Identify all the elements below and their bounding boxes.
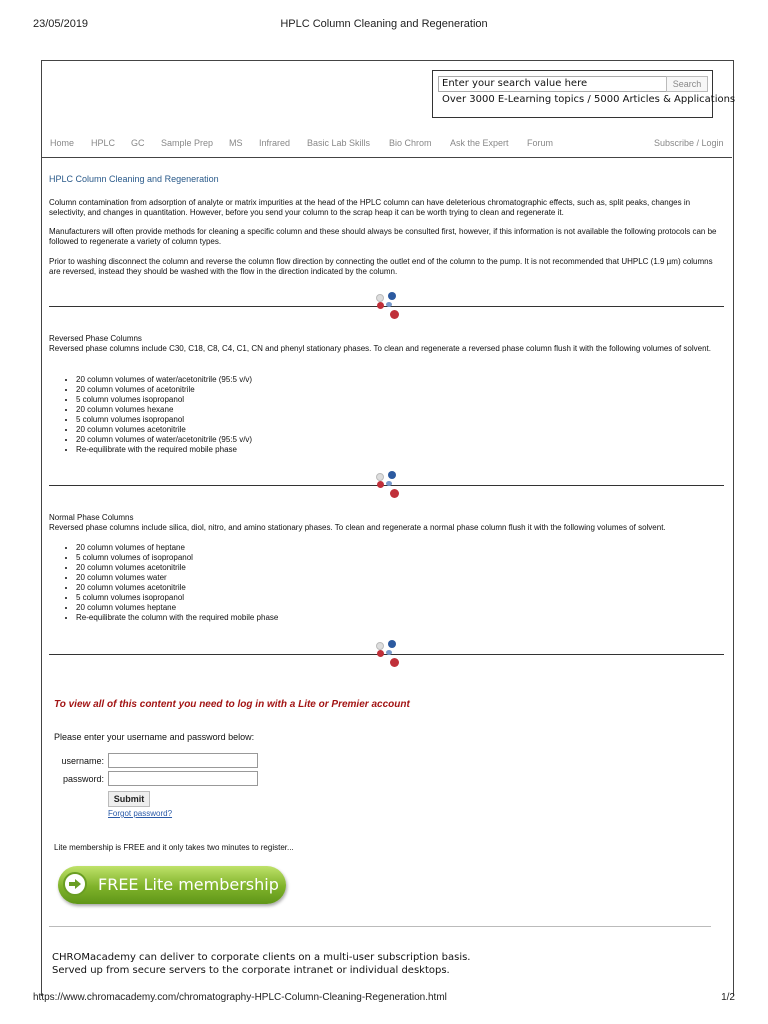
footer-divider — [49, 926, 711, 927]
list-item: • 20 column volumes hexane — [76, 405, 252, 415]
forgot-password-link[interactable]: Forgot password? — [108, 809, 173, 818]
nav-item-ms[interactable]: MS — [229, 138, 243, 148]
list-item: • 5 column volumes isopropanol — [76, 415, 252, 425]
nav-item-infrared[interactable]: Infrared — [259, 138, 291, 148]
username-field[interactable] — [108, 753, 258, 768]
list-item: • 20 column volumes acetonitrile — [76, 425, 252, 435]
molecule-icon — [374, 640, 400, 668]
list-item: • 20 column volumes acetonitrile — [76, 583, 278, 593]
normal-phase-steps — [62, 543, 278, 623]
list-item: • 20 column volumes water — [76, 573, 278, 583]
login-required-message: To view all of this content you need to log in with a Lite or Premier account — [54, 699, 410, 710]
nav-item-forum[interactable]: Forum — [527, 138, 554, 148]
nav-item-ask-the-expert[interactable]: Ask the Expert — [450, 138, 509, 148]
login-instruction: Please enter your username and password below: — [54, 732, 255, 742]
list-item: • 20 column volumes of acetonitrile — [76, 385, 252, 395]
normal-phase-title: Normal Phase Columns — [49, 513, 134, 522]
subscribe-login-link[interactable]: Subscribe / Login — [654, 138, 724, 148]
list-item: • 5 column volumes isopropanol — [76, 593, 278, 603]
intro-paragraph-2: Manufacturers will often provide methods for cleaning a specific column and these should always be consulted first, however, if this information is not available the following protocols can be followed to regenerate a variety of column types. — [49, 227, 717, 246]
free-lite-membership-label: FREE Lite membership — [98, 875, 279, 894]
list-item: • Re-equilibrate the column with the required mobile phase — [76, 613, 278, 623]
print-url: https://www.chromacademy.com/chromatography-HPLC-Column-Cleaning-Regeneration.html — [33, 992, 447, 1003]
list-item: • 20 column volumes of water/acetonitrile (95:5 v/v) — [76, 435, 252, 445]
submit-button[interactable]: Submit — [108, 791, 150, 807]
search-button[interactable]: Search — [666, 76, 708, 92]
list-item: • 20 column volumes acetonitrile — [76, 563, 278, 573]
molecule-icon — [374, 471, 400, 499]
list-item: • Re-equilibrate with the required mobile phase — [76, 445, 252, 455]
search-tagline: Over 3000 E-Learning topics / 5000 Articles & Applications — [442, 94, 736, 105]
page-title: HPLC Column Cleaning and Regeneration — [49, 174, 219, 184]
nav-item-hplc[interactable]: HPLC — [91, 138, 116, 148]
reversed-phase-steps — [62, 375, 252, 455]
print-page-number: 1/2 — [721, 992, 735, 1003]
nav-item-bio-chrom[interactable]: Bio Chrom — [389, 138, 432, 148]
list-item: • 20 column volumes of water/acetonitrile (95:5 v/v) — [76, 375, 252, 385]
nav-divider — [42, 157, 732, 158]
list-item: • 5 column volumes of isopropanol — [76, 553, 278, 563]
username-label: username: — [61, 756, 104, 766]
nav-item-home[interactable]: Home — [50, 138, 75, 148]
password-field[interactable] — [108, 771, 258, 786]
password-label: password: — [62, 774, 104, 784]
nav-item-gc[interactable]: GC — [131, 138, 145, 148]
free-lite-membership-button[interactable] — [58, 866, 286, 904]
list-item: • 20 column volumes heptane — [76, 603, 278, 613]
print-date: 23/05/2019 — [33, 18, 89, 30]
corporate-text-line-1: CHROMacademy can deliver to corporate clients on a multi-user subscription basis. — [52, 952, 471, 963]
lite-membership-text: Lite membership is FREE and it only takes two minutes to register... — [54, 843, 294, 852]
arrow-right-icon — [63, 872, 87, 896]
intro-paragraph-1: Column contamination from adsorption of analyte or matrix impurities at the head of the HPLC column can have deleterious chromatographic effects, such as, split peaks, changes in selectivity, and changes in quantitation. However, before you send your column to the scrap heap it can be worth trying to clean and regenerate it. — [49, 198, 691, 217]
list-item: • 20 column volumes of heptane — [76, 543, 278, 553]
corporate-text-line-2: Served up from secure servers to the corporate intranet or individual desktops. — [52, 965, 450, 976]
reversed-phase-intro: Reversed phase columns include C30, C18, C8, C4, C1, CN and phenyl stationary phases. To clean and regenerate a reversed phase column flush it with the following volumes of solvent. — [49, 344, 711, 353]
search-input[interactable]: Enter your search value here — [438, 76, 668, 92]
list-item: • 5 column volumes isopropanol — [76, 395, 252, 405]
nav-item-basic-lab-skills[interactable]: Basic Lab Skills — [307, 138, 371, 148]
normal-phase-intro: Reversed phase columns include silica, diol, nitro, and amino stationary phases. To clean and regenerate a normal phase column flush it with the following volumes of solvent. — [49, 523, 666, 532]
intro-paragraph-3: Prior to washing disconnect the column and reverse the column flow direction by connecting the outlet end of the column to the pump. It is not recommended that UHPLC (1.9 µm) columns are reversed, instead they should be washed with the flow in the direction indicated by the column. — [49, 257, 713, 276]
molecule-icon — [374, 292, 400, 320]
reversed-phase-title: Reversed Phase Columns — [49, 334, 142, 343]
nav-item-sample-prep[interactable]: Sample Prep — [161, 138, 214, 148]
print-title: HPLC Column Cleaning and Regeneration — [280, 18, 488, 30]
